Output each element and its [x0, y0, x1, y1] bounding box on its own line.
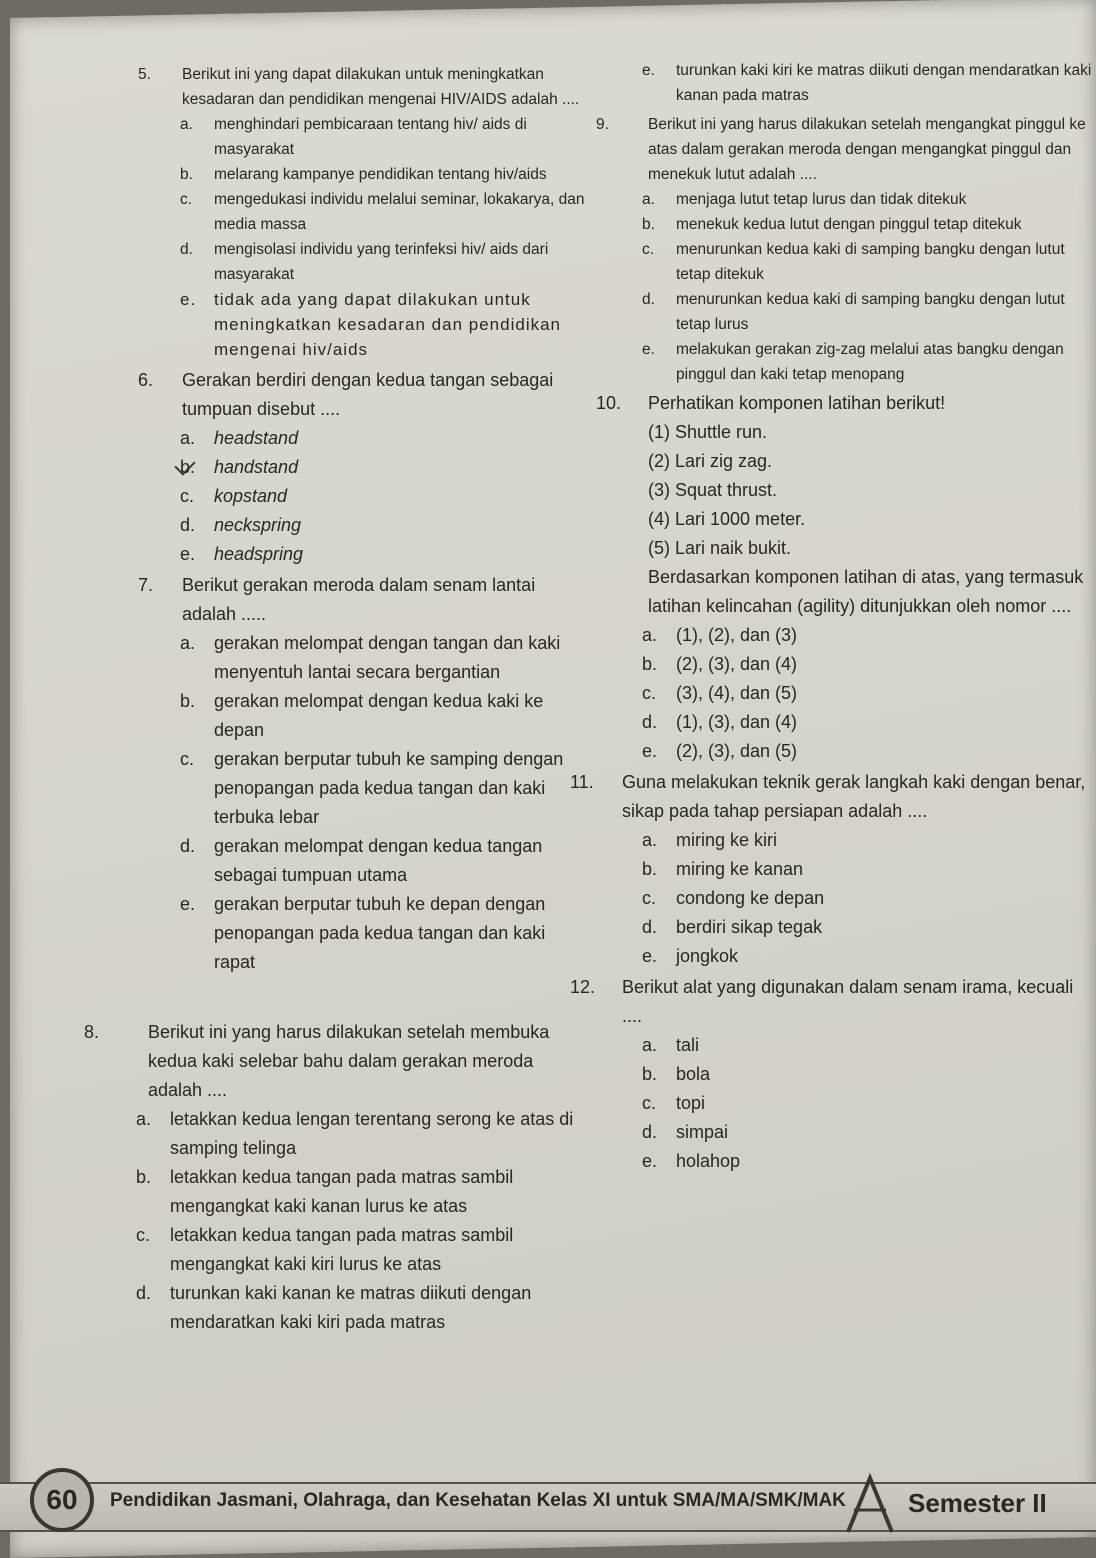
- list-item: (3) Squat thrust.: [648, 480, 778, 500]
- question-text: Berikut ini yang harus dilakukan setelah membuka kedua kaki selebar bahu dalam gerakan meroda adalah ....: [148, 1022, 550, 1100]
- question-text: Perhatikan komponen latihan berikut!: [648, 393, 946, 413]
- question-5: 5. Berikut ini yang dapat dilakukan untuk meningkatkan kesadaran dan pendidikan mengenai HIV/AIDS adalah .... a. menghindari pembicaraan tentang hiv/ aids di masyarakat b. melarang kampanye pendidikan tentang hiv/aids c. mengedukasi individu melalui seminar, lokakarya, dan media massa d. mengisolasi individu yang terinfeksi hiv/ aids dari masyarakat e. tidak ada yang dapat dilakukan untuk meningkatkan kesadaran dan pendidikan mengenai hiv/aids: [160, 62, 590, 362]
- right-column: [570, 58, 1092, 1178]
- option-e: e. (2), (3), dan (5): [642, 741, 798, 761]
- list-item: (1) Shuttle run.: [648, 422, 768, 442]
- option-a: a. menghindari pembicaraan tentang hiv/ aids di masyarakat: [180, 116, 527, 158]
- option-c: c. kopstand: [180, 486, 288, 506]
- question-text: Berikut ini yang dapat dilakukan untuk meningkatkan kesadaran dan pendidikan mengenai HIV/AIDS adalah ....: [182, 66, 580, 108]
- option-a: a. letakkan kedua lengan terentang serong ke atas di samping telinga: [136, 1109, 574, 1158]
- question-11: 11. Guna melakukan teknik gerak langkah kaki dengan benar, sikap pada tahap persiapan adalah .... a. miring ke kiri b. miring ke kanan c. condong ke depan d. berdiri sikap tegak e. jongkok: [622, 768, 1092, 971]
- option-d: d. gerakan melompat dengan kedua tangan sebagai tumpuan utama: [180, 836, 543, 885]
- option-d: d. berdiri sikap tegak: [642, 917, 823, 937]
- option-d: d. turunkan kaki kanan ke matras diikuti dengan mendaratkan kaki kiri pada matras: [136, 1283, 532, 1332]
- question-8: 8. Berikut ini yang harus dilakukan setelah membuka kedua kaki selebar bahu dalam gerakan meroda adalah .... a. letakkan kedua lengan terentang serong ke atas di samping telinga b. letakkan kedua tangan pada matras sambil mengangkat kaki kanan lurus ke atas c. letakkan kedua tangan pada matras sambil mengangkat kaki kiri lurus ke atas d. turunkan kaki kanan ke matras diikuti dengan mendaratkan kaki kiri pada matras: [116, 1018, 586, 1337]
- decorative-figure-icon: [840, 1470, 900, 1540]
- option-c: c. mengedukasi individu melalui seminar, lokakarya, dan media massa: [180, 191, 585, 233]
- semester-label: Semester II: [908, 1488, 1047, 1518]
- option-d: d. neckspring: [180, 515, 302, 535]
- option-a: a. gerakan melompat dengan tangan dan kaki menyentuh lantai secara bergantian: [180, 633, 561, 682]
- question-text: Berikut ini yang harus dilakukan setelah mengangkat pinggul ke atas dalam gerakan meroda dengan mengangkat pinggul dan menekuk lutut adalah ....: [648, 116, 1086, 183]
- list-item: (2) Lari zig zag.: [648, 451, 773, 471]
- option-d: d. mengisolasi individu yang terinfeksi hiv/ aids dari masyarakat: [180, 241, 549, 283]
- option-d: d. menurunkan kedua kaki di samping bangku dengan lutut tetap lurus: [642, 291, 1065, 333]
- option-c: c. menurunkan kedua kaki di samping bangku dengan lutut tetap ditekuk: [642, 241, 1065, 283]
- option-e: e. melakukan gerakan zig-zag melalui atas bangku dengan pinggul dan kaki tetap menopang: [642, 341, 1064, 383]
- option-b: b. bola: [642, 1064, 711, 1084]
- option-c: c. gerakan berputar tubuh ke samping dengan penopangan pada kedua tangan dan kaki terbuka lebar: [180, 749, 564, 827]
- q8-option-e: e. turunkan kaki kiri ke matras diikuti dengan mendaratkan kaki kanan pada matras: [642, 62, 1092, 104]
- option-e: e. tidak ada yang dapat dilakukan untuk meningkatkan kesadaran dan pendidikan mengenai hiv/aids: [180, 290, 562, 359]
- option-b: b. melarang kampanye pendidikan tentang hiv/aids: [180, 166, 547, 183]
- option-b: b. menekuk kedua lutut dengan pinggul tetap ditekuk: [642, 216, 1022, 233]
- question-text: Guna melakukan teknik gerak langkah kaki dengan benar, sikap pada tahap persiapan adalah ....: [622, 772, 1086, 821]
- list-item: (4) Lari 1000 meter.: [648, 509, 806, 529]
- option-a: a. headstand: [180, 428, 299, 448]
- option-b: b. handstand: [180, 453, 590, 482]
- option-b: b. gerakan melompat dengan kedua kaki ke depan: [180, 691, 544, 740]
- question-text: Gerakan berdiri dengan kedua tangan sebagai tumpuan disebut ....: [182, 370, 554, 419]
- page-footer: [0, 1460, 1096, 1558]
- option-c: c. letakkan kedua tangan pada matras sambil mengangkat kaki kiri lurus ke atas: [136, 1225, 514, 1274]
- option-d: d. (1), (3), dan (4): [642, 712, 798, 732]
- page-number: 60: [30, 1468, 94, 1532]
- option-c: c. topi: [642, 1093, 706, 1113]
- option-b: b. letakkan kedua tangan pada matras sambil mengangkat kaki kanan lurus ke atas: [136, 1167, 514, 1216]
- question-6: 6. Gerakan berdiri dengan kedua tangan sebagai tumpuan disebut .... a. headstand b. handstand c. kopstand d. neckspring e. headspring: [160, 366, 590, 569]
- question-9: 9. Berikut ini yang harus dilakukan setelah mengangkat pinggul ke atas dalam gerakan meroda dengan mengangkat pinggul dan menekuk lutut adalah .... a. menjaga lutut tetap lurus dan tidak ditekuk b. menekuk kedua lutut dengan pinggul tetap ditekuk c. menurunkan kedua kaki di samping bangku dengan lutut tetap ditekuk d. menurunkan kedua kaki di samping bangku dengan lutut tetap lurus e. melakukan gerakan zig-zag melalui atas bangku dengan pinggul dan kaki tetap menopang: [622, 112, 1092, 387]
- question-text: Berikut gerakan meroda dalam senam lantai adalah .....: [182, 575, 536, 624]
- option-e: e. headspring: [180, 544, 304, 564]
- question-7: 7. Berikut gerakan meroda dalam senam lantai adalah ..... a. gerakan melompat dengan tangan dan kaki menyentuh lantai secara bergantian b. gerakan melompat dengan kedua kaki ke depan c. gerakan berputar tubuh ke samping dengan penopangan pada kedua tangan dan kaki terbuka lebar d. gerakan melompat dengan kedua tangan sebagai tumpuan utama e. gerakan berputar tubuh ke depan dengan penopangan pada kedua tangan dan kaki rapat: [160, 571, 590, 977]
- left-column-lower: [84, 1018, 586, 1339]
- question-text: Berikut alat yang digunakan dalam senam irama, kecuali ....: [622, 977, 1074, 1026]
- option-e: e. gerakan berputar tubuh ke depan dengan penopangan pada kedua tangan dan kaki rapat: [180, 894, 546, 972]
- question-10: 10. Perhatikan komponen latihan berikut! (1) Shuttle run. (2) Lari zig zag. (3) Squat thrust. (4) Lari 1000 meter. (5) Lari naik bukit. Berdasarkan komponen latihan di atas, yang termasuk latihan kelincahan (agility) ditunjukkan oleh nomor .... a. (1), (2), dan (3) b. (2), (3), dan (4) c. (3), (4), dan (5) d. (1), (3), dan (4) e. (2), (3), dan (5): [622, 389, 1092, 766]
- option-a: a. (1), (2), dan (3): [642, 625, 798, 645]
- option-a: a. miring ke kiri: [642, 830, 778, 850]
- question-text-2: Berdasarkan komponen latihan di atas, yang termasuk latihan kelincahan (agility) ditunjukkan oleh nomor ....: [648, 567, 1084, 616]
- option-c: c. condong ke depan: [642, 888, 825, 908]
- option-a: a. tali: [642, 1035, 700, 1055]
- option-a: a. menjaga lutut tetap lurus dan tidak ditekuk: [642, 191, 967, 208]
- option-b: b. miring ke kanan: [642, 859, 804, 879]
- list-item: (5) Lari naik bukit.: [648, 538, 792, 558]
- option-b: b. (2), (3), dan (4): [642, 654, 798, 674]
- left-column: [138, 62, 590, 979]
- option-d: d. simpai: [642, 1122, 729, 1142]
- option-c: c. (3), (4), dan (5): [642, 683, 798, 703]
- option-e: e. jongkok: [642, 946, 739, 966]
- book-title: Pendidikan Jasmani, Olahraga, dan Kesehatan Kelas XI untuk SMA/MA/SMK/MAK: [110, 1490, 846, 1511]
- question-12: 12. Berikut alat yang digunakan dalam senam irama, kecuali .... a. tali b. bola c. topi d. simpai e. holahop: [622, 973, 1092, 1176]
- option-e: e. holahop: [642, 1151, 741, 1171]
